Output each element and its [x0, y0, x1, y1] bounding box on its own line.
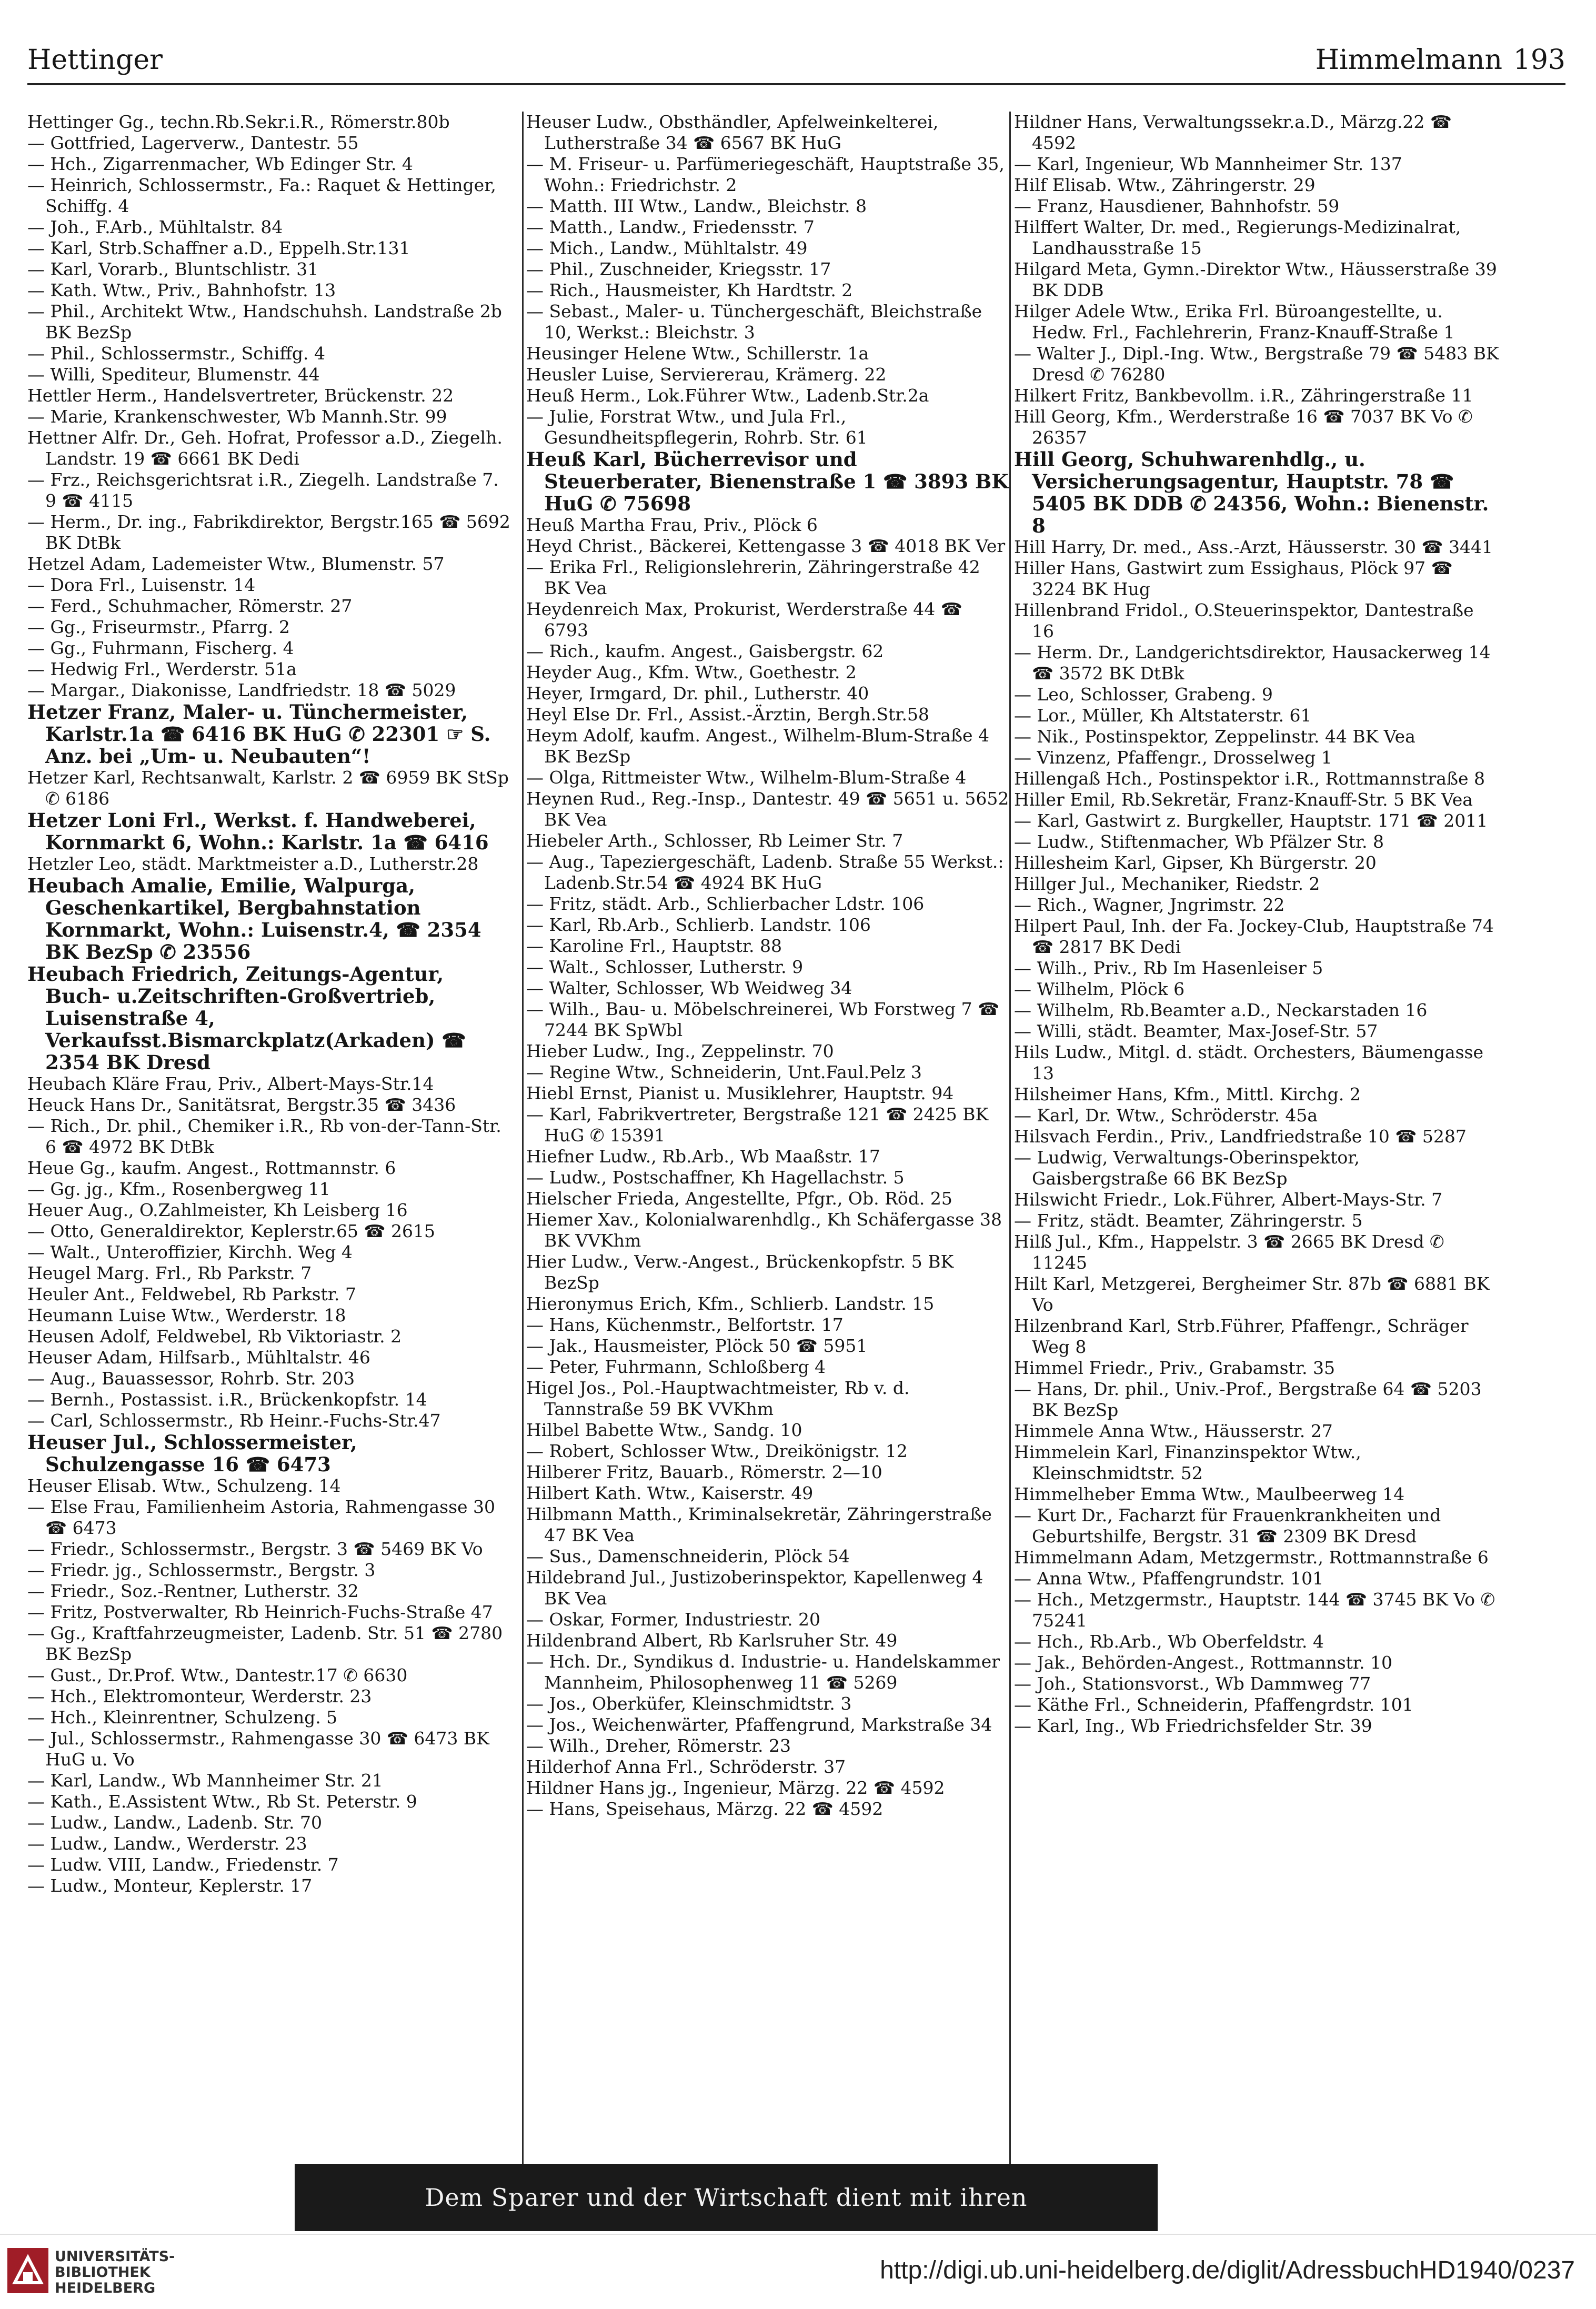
directory-entry: Hetzer Karl, Rechtsanwalt, Karlstr. 2 ☎ 6959 BK StSp ✆ 6186: [27, 767, 509, 809]
page-number: 193: [1513, 44, 1565, 76]
directory-entry: — Heinrich, Schlossermstr., Fa.: Raquet & Hettinger, Schiffg. 4: [27, 175, 496, 216]
directory-entry: — Otto, Generaldirektor, Keplerstr.65 ☎ 2615: [27, 1221, 436, 1241]
directory-entry: Hilsheimer Hans, Kfm., Mittl. Kirchg. 2: [1014, 1084, 1361, 1105]
directory-entry: — Wilh., Bau- u. Möbelschreinerei, Wb Forstweg 7 ☎ 7244 BK SpWbl: [526, 999, 1000, 1040]
directory-entry: Hilderhof Anna Frl., Schröderstr. 37: [526, 1756, 846, 1777]
directory-entry: — Friedr. jg., Schlossermstr., Bergstr. 3: [27, 1560, 376, 1580]
directory-entry: — Jos., Oberküfer, Kleinschmidtstr. 3: [526, 1693, 852, 1714]
directory-entry: — Olga, Rittmeister Wtw., Wilhelm-Blum-Straße 4: [526, 767, 967, 788]
directory-entry: — Wilh., Dreher, Römerstr. 23: [526, 1735, 791, 1756]
directory-entry: Hilpert Paul, Inh. der Fa. Jockey-Club, Hauptstraße 74 ☎ 2817 BK Dedi: [1014, 916, 1494, 957]
directory-entry: Higel Jos., Pol.-Hauptwachtmeister, Rb v. d. Tannstraße 59 BK VVKhm: [526, 1378, 910, 1419]
library-name-line: BIBLIOTHEK: [55, 2264, 150, 2281]
directory-entry: Hieber Ludw., Ing., Zeppelinstr. 70: [526, 1041, 834, 1061]
directory-entry: Hilffert Walter, Dr. med., Regierungs-Medizinalrat, Landhausstraße 15: [1014, 217, 1461, 258]
directory-entry: — Ludwig, Verwaltungs-Oberinspektor, Gaisbergstraße 66 BK BezSp: [1014, 1147, 1360, 1189]
directory-entry: — Kurt Dr., Facharzt für Frauenkrankheiten und Geburtshilfe, Bergstr. 31 ☎ 2309 BK Dresd: [1014, 1505, 1441, 1547]
directory-entry: Hillenbrand Fridol., O.Steuerinspektor, Dantestraße 16: [1014, 600, 1474, 641]
directory-entry: — Lor., Müller, Kh Altstaterstr. 61: [1014, 705, 1312, 726]
banner-text: Dem Sparer und der Wirtschaft dient mit ihren: [425, 2183, 1028, 2212]
directory-entry: Hilbmann Matth., Kriminalsekretär, Zähringerstraße 47 BK Vea: [526, 1504, 992, 1545]
directory-entry: — Fritz, städt. Arb., Schlierbacher Ldstr. 106: [526, 894, 925, 914]
directory-entry: — Oskar, Former, Industriestr. 20: [526, 1609, 821, 1630]
directory-entry: — M. Friseur- u. Parfümeriegeschäft, Hauptstraße 35, Wohn.: Friedrichstr. 2: [526, 154, 1005, 195]
library-name-line: UNIVERSITÄTS-: [55, 2248, 175, 2265]
directory-entry: Hillengaß Hch., Postinspektor i.R., Rottmannstraße 8: [1014, 768, 1485, 789]
directory-entry: Heuser Adam, Hilfsarb., Mühltalstr. 46: [27, 1347, 370, 1368]
directory-entry: — Julie, Forstrat Wtw., und Jula Frl., Gesundheitspflegerin, Rohrb. Str. 61: [526, 406, 868, 448]
directory-entry: Heusen Adolf, Feldwebel, Rb Viktoriastr. 2: [27, 1326, 402, 1347]
directory-entry: — Walt., Unteroffizier, Kirchh. Weg 4: [27, 1242, 353, 1262]
directory-entry: — Peter, Fuhrmann, Schloßberg 4: [526, 1357, 826, 1377]
directory-entry: Heusinger Helene Wtw., Schillerstr. 1a: [526, 343, 869, 364]
directory-entry: — Karoline Frl., Hauptstr. 88: [526, 936, 782, 956]
directory-entry: Himmelheber Emma Wtw., Maulbeerweg 14: [1014, 1484, 1405, 1504]
directory-entry: — Herm. Dr., Landgerichtsdirektor, Hausackerweg 14 ☎ 3572 BK DtBk: [1014, 642, 1491, 684]
directory-column-3: [1014, 112, 1499, 2164]
directory-entry: — Ludw., Landw., Werderstr. 23: [27, 1833, 307, 1854]
directory-entry: — Karl, Ing., Wb Friedrichsfelder Str. 39: [1014, 1715, 1372, 1736]
directory-entry: — Karl, Gastwirt z. Burgkeller, Hauptstr. 171 ☎ 2011: [1014, 810, 1488, 831]
directory-entry: Hildner Hans, Verwaltungssekr.a.D., Märzg.22 ☎ 4592: [1014, 112, 1452, 153]
running-head-left: Hettinger: [27, 44, 163, 76]
directory-entry: — Aug., Bauassessor, Rohrb. Str. 203: [27, 1368, 355, 1389]
directory-entry: — Anna Wtw., Pfaffengrundstr. 101: [1014, 1568, 1324, 1589]
directory-entry: — Robert, Schlosser Wtw., Dreikönigstr. 12: [526, 1441, 908, 1461]
directory-entry: Hilbel Babette Wtw., Sandg. 10: [526, 1420, 802, 1440]
directory-entry: Hielscher Frieda, Angestellte, Pfgr., Ob. Röd. 25: [526, 1188, 952, 1209]
directory-entry: Hilzenbrand Karl, Strb.Führer, Pfaffengr., Schräger Weg 8: [1014, 1316, 1469, 1357]
directory-entry: Hiebeler Arth., Schlosser, Rb Leimer Str. 7: [526, 830, 904, 851]
directory-entry: Hils Ludw., Mitgl. d. städt. Orchesters, Bäumengasse 13: [1014, 1042, 1483, 1083]
directory-entry: Heyd Christ., Bäckerei, Kettengasse 3 ☎ 4018 BK Ver: [526, 536, 1006, 556]
directory-entry: — Gg. jg., Kfm., Rosenbergweg 11: [27, 1179, 330, 1199]
directory-entry: — Gg., Friseurmstr., Pfarrg. 2: [27, 617, 290, 637]
directory-entry: — Gg., Fuhrmann, Fischerg. 4: [27, 638, 294, 658]
directory-entry: — Jul., Schlossermstr., Rahmengasse 30 ☎ 6473 BK HuG u. Vo: [27, 1728, 489, 1770]
directory-entry: — Ludw., Landw., Ladenb. Str. 70: [27, 1812, 322, 1833]
directory-entry: — Joh., Stationsvorst., Wb Dammweg 77: [1014, 1673, 1371, 1694]
directory-entry: — Wilh., Priv., Rb Im Hasenleiser 5: [1014, 958, 1323, 978]
directory-entry: Hilbert Kath. Wtw., Kaiserstr. 49: [526, 1483, 814, 1503]
directory-entry: — Karl, Strb.Schaffner a.D., Eppelh.Str.131: [27, 238, 410, 258]
directory-entry: — Sebast., Maler- u. Tünchergeschäft, Bleichstraße 10, Werkst.: Bleichstr. 3: [526, 301, 982, 343]
directory-entry: Hettinger Gg., techn.Rb.Sekr.i.R., Römerstr.80b: [27, 112, 450, 132]
directory-entry: Hillesheim Karl, Gipser, Kh Bürgerstr. 20: [1014, 852, 1377, 873]
directory-entry: — Aug., Tapeziergeschäft, Ladenb. Straße 55 Werkst.: Ladenb.Str.54 ☎ 4924 BK HuG: [526, 851, 1004, 893]
directory-entry: — Jak., Behörden-Angest., Rottmannstr. 10: [1014, 1652, 1393, 1673]
directory-entry: — Karl, Landw., Wb Mannheimer Str. 21: [27, 1770, 383, 1791]
directory-entry: Hettner Alfr. Dr., Geh. Hofrat, Professor a.D., Ziegelh. Landstr. 19 ☎ 6661 BK Dedi: [27, 427, 503, 469]
directory-entry: — Franz, Hausdiener, Bahnhofstr. 59: [1014, 196, 1340, 216]
directory-column-2: [526, 112, 1011, 2164]
directory-entry: Heusler Luise, Serviererau, Krämerg. 22: [526, 364, 887, 385]
directory-entry: — Frz., Reichsgerichtsrat i.R., Ziegelh. Landstraße 7. 9 ☎ 4115: [27, 469, 499, 511]
directory-entry: — Hans, Küchenmstr., Belfortstr. 17: [526, 1314, 844, 1335]
directory-columns: [27, 112, 1572, 2164]
directory-entry: — Joh., F.Arb., Mühltalstr. 84: [27, 217, 283, 237]
directory-entry: Hiefner Ludw., Rb.Arb., Wb Maaßstr. 17: [526, 1146, 880, 1167]
directory-entry: Hieronymus Erich, Kfm., Schlierb. Landstr. 15: [526, 1293, 935, 1314]
directory-entry: — Karl, Ingenieur, Wb Mannheimer Str. 137: [1014, 154, 1402, 174]
directory-entry: — Ferd., Schuhmacher, Römerstr. 27: [27, 596, 353, 616]
directory-entry: — Matth., Landw., Friedensstr. 7: [526, 217, 815, 237]
directory-entry: — Willi, Spediteur, Blumenstr. 44: [27, 364, 320, 385]
directory-entry: Hildebrand Jul., Justizoberinspektor, Kapellenweg 4 BK Vea: [526, 1567, 983, 1609]
directory-entry: — Karl, Fabrikvertreter, Bergstraße 121 ☎ 2425 BK HuG ✆ 15391: [526, 1104, 989, 1146]
library-name-line: HEIDELBERG: [55, 2280, 156, 2296]
directory-entry: — Walter J., Dipl.-Ing. Wtw., Bergstraße 79 ☎ 5483 BK Dresd ✆ 76280: [1014, 343, 1499, 385]
directory-entry: Hildenbrand Albert, Rb Karlsruher Str. 49: [526, 1630, 898, 1651]
directory-entry: Heuser Jul., Schlossermeister, Schulzengasse 16 ☎ 6473: [27, 1431, 357, 1476]
directory-entry: — Käthe Frl., Schneiderin, Pfaffengrdstr. 101: [1014, 1694, 1413, 1715]
directory-entry: — Ludw., Postschaffner, Kh Hagellachstr. 5: [526, 1167, 905, 1188]
directory-entry: Heumann Luise Wtw., Werderstr. 18: [27, 1305, 346, 1326]
directory-entry: — Regine Wtw., Schneiderin, Unt.Faul.Pelz 3: [526, 1062, 922, 1082]
directory-entry: — Hch., Metzgermstr., Hauptstr. 144 ☎ 3745 BK Vo ✆ 75241: [1014, 1589, 1495, 1631]
directory-entry: — Leo, Schlosser, Grabeng. 9: [1014, 684, 1273, 705]
directory-entry: — Marie, Krankenschwester, Wb Mannh.Str. 99: [27, 406, 447, 427]
directory-entry: — Hch., Rb.Arb., Wb Oberfeldstr. 4: [1014, 1631, 1324, 1652]
directory-entry: — Hans, Speisehaus, Märzg. 22 ☎ 4592: [526, 1799, 884, 1819]
directory-entry: — Hch., Elektromonteur, Werderstr. 23: [27, 1686, 372, 1706]
directory-entry: — Sus., Damenschneiderin, Plöck 54: [526, 1546, 850, 1567]
directory-entry: — Hedwig Frl., Werderstr. 51a: [27, 659, 297, 679]
directory-entry: — Gottfried, Lagerverw., Dantestr. 55: [27, 133, 359, 153]
directory-entry: — Kath., E.Assistent Wtw., Rb St. Peterstr. 9: [27, 1791, 417, 1812]
directory-entry: — Nik., Postinspektor, Zeppelinstr. 44 BK Vea: [1014, 726, 1416, 747]
directory-entry: — Gust., Dr.Prof. Wtw., Dantestr.17 ✆ 6630: [27, 1665, 408, 1685]
directory-entry: Hetzer Loni Frl., Werkst. f. Handweberei, Kornmarkt 6, Wohn.: Karlstr. 1a ☎ 6416: [27, 809, 489, 854]
directory-entry: — Rich., Hausmeister, Kh Hardtstr. 2: [526, 280, 853, 300]
directory-entry: — Phil., Zuschneider, Kriegsstr. 17: [526, 259, 831, 279]
directory-entry: — Rich., Dr. phil., Chemiker i.R., Rb von-der-Tann-Str. 6 ☎ 4972 BK DtBk: [27, 1116, 501, 1157]
directory-entry: — Matth. III Wtw., Landw., Bleichstr. 8: [526, 196, 867, 216]
directory-entry: Heue Gg., kaufm. Angest., Rottmannstr. 6: [27, 1158, 396, 1178]
directory-entry: Himmel Friedr., Priv., Grabamstr. 35: [1014, 1358, 1335, 1378]
directory-entry: Hilgard Meta, Gymn.-Direktor Wtw., Häusserstraße 39 BK DDB: [1014, 259, 1497, 300]
directory-entry: Hilß Jul., Kfm., Happelstr. 3 ☎ 2665 BK Dresd ✆ 11245: [1014, 1231, 1444, 1273]
directory-entry: Heyder Aug., Kfm. Wtw., Goethestr. 2: [526, 662, 857, 682]
directory-entry: — Walt., Schlosser, Lutherstr. 9: [526, 957, 804, 977]
directory-entry: Himmelmann Adam, Metzgermstr., Rottmannstraße 6: [1014, 1547, 1489, 1568]
directory-entry: Hetzer Franz, Maler- u. Tünchermeister, Karlstr.1a ☎ 6416 BK HuG ✆ 22301 ☞ S. Anz. bei „Um- u. Neubauten“!: [27, 700, 491, 768]
directory-entry: Hildner Hans jg., Ingenieur, Märzg. 22 ☎ 4592: [526, 1778, 945, 1798]
directory-entry: Himmelein Karl, Finanzinspektor Wtw., Kleinschmidtstr. 52: [1014, 1442, 1361, 1483]
directory-entry: — Dora Frl., Luisenstr. 14: [27, 575, 256, 595]
directory-entry: Hilberer Fritz, Bauarb., Römerstr. 2—10: [526, 1462, 882, 1482]
advertisement-banner: [295, 2164, 1158, 2231]
directory-entry: — Hch., Zigarrenmacher, Wb Edinger Str. 4: [27, 154, 413, 174]
directory-entry: Hier Ludw., Verw.-Angest., Brückenkopfstr. 5 BK BezSp: [526, 1251, 954, 1293]
directory-entry: Himmele Anna Wtw., Häusserstr. 27: [1014, 1421, 1333, 1441]
directory-entry: Hetzler Leo, städt. Marktmeister a.D., Lutherstr.28: [27, 854, 479, 874]
directory-entry: — Erika Frl., Religionslehrerin, Zähringerstraße 42 BK Vea: [526, 557, 980, 598]
directory-entry: Heubach Friedrich, Zeitungs-Agentur, Buch- u.Zeitschriften-Großvertrieb, Luisenstraße 4, Verkaufsst.Bismarckplatz(Arkaden) ☎ 2354 BK Dresd: [27, 962, 466, 1074]
directory-entry: Heyl Else Dr. Frl., Assist.-Ärztin, Bergh.Str.58: [526, 704, 929, 725]
directory-entry: Heydenreich Max, Prokurist, Werderstraße 44 ☎ 6793: [526, 599, 962, 640]
directory-entry: Heuler Ant., Feldwebel, Rb Parkstr. 7: [27, 1284, 356, 1304]
directory-entry: Heubach Kläre Frau, Priv., Albert-Mays-Str.14: [27, 1073, 434, 1094]
directory-entry: Heubach Amalie, Emilie, Walpurga, Geschenkartikel, Bergbahnstation Kornmarkt, Wohn.: Luisenstr.4, ☎ 2354 BK BezSp ✆ 23556: [27, 874, 481, 963]
directory-entry: Heyer, Irmgard, Dr. phil., Lutherstr. 40: [526, 683, 869, 704]
directory-entry: Hilf Elisab. Wtw., Zähringerstr. 29: [1014, 175, 1316, 195]
directory-entry: — Fritz, städt. Beamter, Zähringerstr. 5: [1014, 1210, 1363, 1231]
directory-entry: Heym Adolf, kaufm. Angest., Wilhelm-Blum-Straße 4 BK BezSp: [526, 725, 990, 767]
directory-entry: Hettler Herm., Handelsvertreter, Brückenstr. 22: [27, 385, 454, 406]
directory-entry: Hill Georg, Schuhwarenhdlg., u. Versicherungsagentur, Hauptstr. 78 ☎ 5405 BK DDB ✆ 24356, Wohn.: Bienenstr. 8: [1014, 448, 1489, 537]
directory-entry: Hiller Hans, Gastwirt zum Essighaus, Plöck 97 ☎ 3224 BK Hug: [1014, 558, 1453, 599]
directory-entry: — Rich., Wagner, Jngrimstr. 22: [1014, 895, 1285, 915]
directory-entry: — Herm., Dr. ing., Fabrikdirektor, Bergstr.165 ☎ 5692 BK DtBk: [27, 511, 510, 553]
directory-entry: Hiller Emil, Rb.Sekretär, Franz-Knauff-Str. 5 BK Vea: [1014, 789, 1473, 810]
permalink-url[interactable]: http://digi.ub.uni-heidelberg.de/diglit/AdressbuchHD1940/0237: [880, 2256, 1575, 2284]
directory-entry: — Hans, Dr. phil., Univ.-Prof., Bergstraße 64 ☎ 5203 BK BezSp: [1014, 1379, 1482, 1420]
directory-entry: — Vinzenz, Pfaffengr., Drosselweg 1: [1014, 747, 1332, 768]
directory-entry: Hilswicht Friedr., Lok.Führer, Albert-Mays-Str. 7: [1014, 1189, 1443, 1210]
directory-entry: — Fritz, Postverwalter, Rb Heinrich-Fuchs-Straße 47: [27, 1602, 493, 1622]
directory-entry: Heuß Martha Frau, Priv., Plöck 6: [526, 515, 818, 535]
directory-entry: — Wilhelm, Plöck 6: [1014, 979, 1185, 999]
directory-entry: — Carl, Schlossermstr., Rb Heinr.-Fuchs-Str.47: [27, 1410, 441, 1431]
directory-entry: Hetzel Adam, Lademeister Wtw., Blumenstr. 57: [27, 554, 445, 574]
directory-column-1: [27, 112, 513, 2164]
directory-entry: Heuck Hans Dr., Sanitätsrat, Bergstr.35 ☎ 3436: [27, 1095, 456, 1115]
directory-entry: — Hch., Kleinrentner, Schulzeng. 5: [27, 1707, 338, 1728]
directory-entry: — Kath. Wtw., Priv., Bahnhofstr. 13: [27, 280, 336, 300]
directory-entry: Hilsvach Ferdin., Priv., Landfriedstraße 10 ☎ 5287: [1014, 1126, 1467, 1147]
directory-entry: Heuser Ludw., Obsthändler, Apfelweinkelterei, Lutherstraße 34 ☎ 6567 BK HuG: [526, 112, 939, 153]
directory-entry: — Ludw., Stiftenmacher, Wb Pfälzer Str. 8: [1014, 831, 1384, 852]
directory-entry: Hiebl Ernst, Pianist u. Musiklehrer, Hauptstr. 94: [526, 1083, 954, 1103]
directory-entry: — Rich., kaufm. Angest., Gaisbergstr. 62: [526, 641, 884, 661]
directory-entry: Heuer Aug., O.Zahlmeister, Kh Leisberg 16: [27, 1200, 408, 1220]
directory-entry: — Bernh., Postassist. i.R., Brückenkopfstr. 14: [27, 1389, 427, 1410]
directory-entry: — Phil., Schlossermstr., Schiffg. 4: [27, 343, 326, 364]
directory-entry: — Gg., Kraftfahrzeugmeister, Ladenb. Str. 51 ☎ 2780 BK BezSp: [27, 1623, 503, 1664]
library-name: [55, 2249, 234, 2296]
directory-entry: Heuser Elisab. Wtw., Schulzeng. 14: [27, 1475, 341, 1496]
directory-entry: — Friedr., Schlossermstr., Bergstr. 3 ☎ 5469 BK Vo: [27, 1539, 483, 1559]
directory-entry: Hilkert Fritz, Bankbevollm. i.R., Zähringerstraße 11: [1014, 385, 1473, 406]
directory-entry: — Karl, Vorarb., Bluntschlistr. 31: [27, 259, 319, 279]
directory-entry: Hilt Karl, Metzgerei, Bergheimer Str. 87b ☎ 6881 BK Vo: [1014, 1273, 1490, 1315]
directory-entry: Heuß Karl, Bücherrevisor und Steuerberater, Bienenstraße 1 ☎ 3893 BK HuG ✆ 75698: [526, 448, 1009, 515]
directory-entry: — Phil., Architekt Wtw., Handschuhsh. Landstraße 2b BK BezSp: [27, 301, 502, 343]
directory-entry: Hill Harry, Dr. med., Ass.-Arzt, Häusserstr. 30 ☎ 3441: [1014, 537, 1493, 557]
directory-entry: — Ludw. VIII, Landw., Friedenstr. 7: [27, 1854, 339, 1875]
directory-entry: Hillger Jul., Mechaniker, Riedstr. 2: [1014, 874, 1320, 894]
directory-entry: — Jos., Weichenwärter, Pfaffengrund, Markstraße 34: [526, 1714, 992, 1735]
directory-entry: — Willi, städt. Beamter, Max-Josef-Str. 57: [1014, 1021, 1378, 1041]
directory-entry: Heugel Marg. Frl., Rb Parkstr. 7: [27, 1263, 312, 1283]
directory-entry: Heuß Herm., Lok.Führer Wtw., Ladenb.Str.2a: [526, 385, 929, 406]
directory-entry: — Margar., Diakonisse, Landfriedstr. 18 ☎ 5029: [27, 680, 456, 700]
directory-entry: Hilger Adele Wtw., Erika Frl. Büroangestellte, u. Hedw. Frl., Fachlehrerin, Franz-Knauff-Straße 1: [1014, 301, 1455, 343]
directory-entry: — Else Frau, Familienheim Astoria, Rahmengasse 30 ☎ 6473: [27, 1497, 496, 1538]
directory-entry: — Hch. Dr., Syndikus d. Industrie- u. Handelskammer Mannheim, Philosophenweg 11 ☎ 5269: [526, 1651, 1000, 1693]
directory-entry: — Walter, Schlosser, Wb Weidweg 34: [526, 978, 852, 998]
directory-entry: Hill Georg, Kfm., Werderstraße 16 ☎ 7037 BK Vo ✆ 26357: [1014, 406, 1473, 448]
directory-entry: Hiemer Xav., Kolonialwarenhdlg., Kh Schäfergasse 38 BK VVKhm: [526, 1209, 1002, 1251]
directory-entry: — Ludw., Monteur, Keplerstr. 17: [27, 1875, 313, 1896]
directory-entry: — Friedr., Soz.-Rentner, Lutherstr. 32: [27, 1581, 359, 1601]
running-head: [27, 41, 1565, 85]
directory-entry: — Karl, Dr. Wtw., Schröderstr. 45a: [1014, 1105, 1318, 1126]
directory-entry: — Jak., Hausmeister, Plöck 50 ☎ 5951: [526, 1336, 868, 1356]
digitization-footer: [0, 2234, 1596, 2309]
library-logo-icon: [7, 2248, 48, 2293]
directory-entry: — Mich., Landw., Mühltalstr. 49: [526, 238, 808, 258]
running-head-right: Himmelmann: [1315, 44, 1502, 76]
directory-entry: Heynen Rud., Reg.-Insp., Dantestr. 49 ☎ 5651 u. 5652 BK Vea: [526, 788, 1009, 830]
directory-entry: — Karl, Rb.Arb., Schlierb. Landstr. 106: [526, 915, 871, 935]
directory-entry: — Wilhelm, Rb.Beamter a.D., Neckarstaden 16: [1014, 1000, 1428, 1020]
